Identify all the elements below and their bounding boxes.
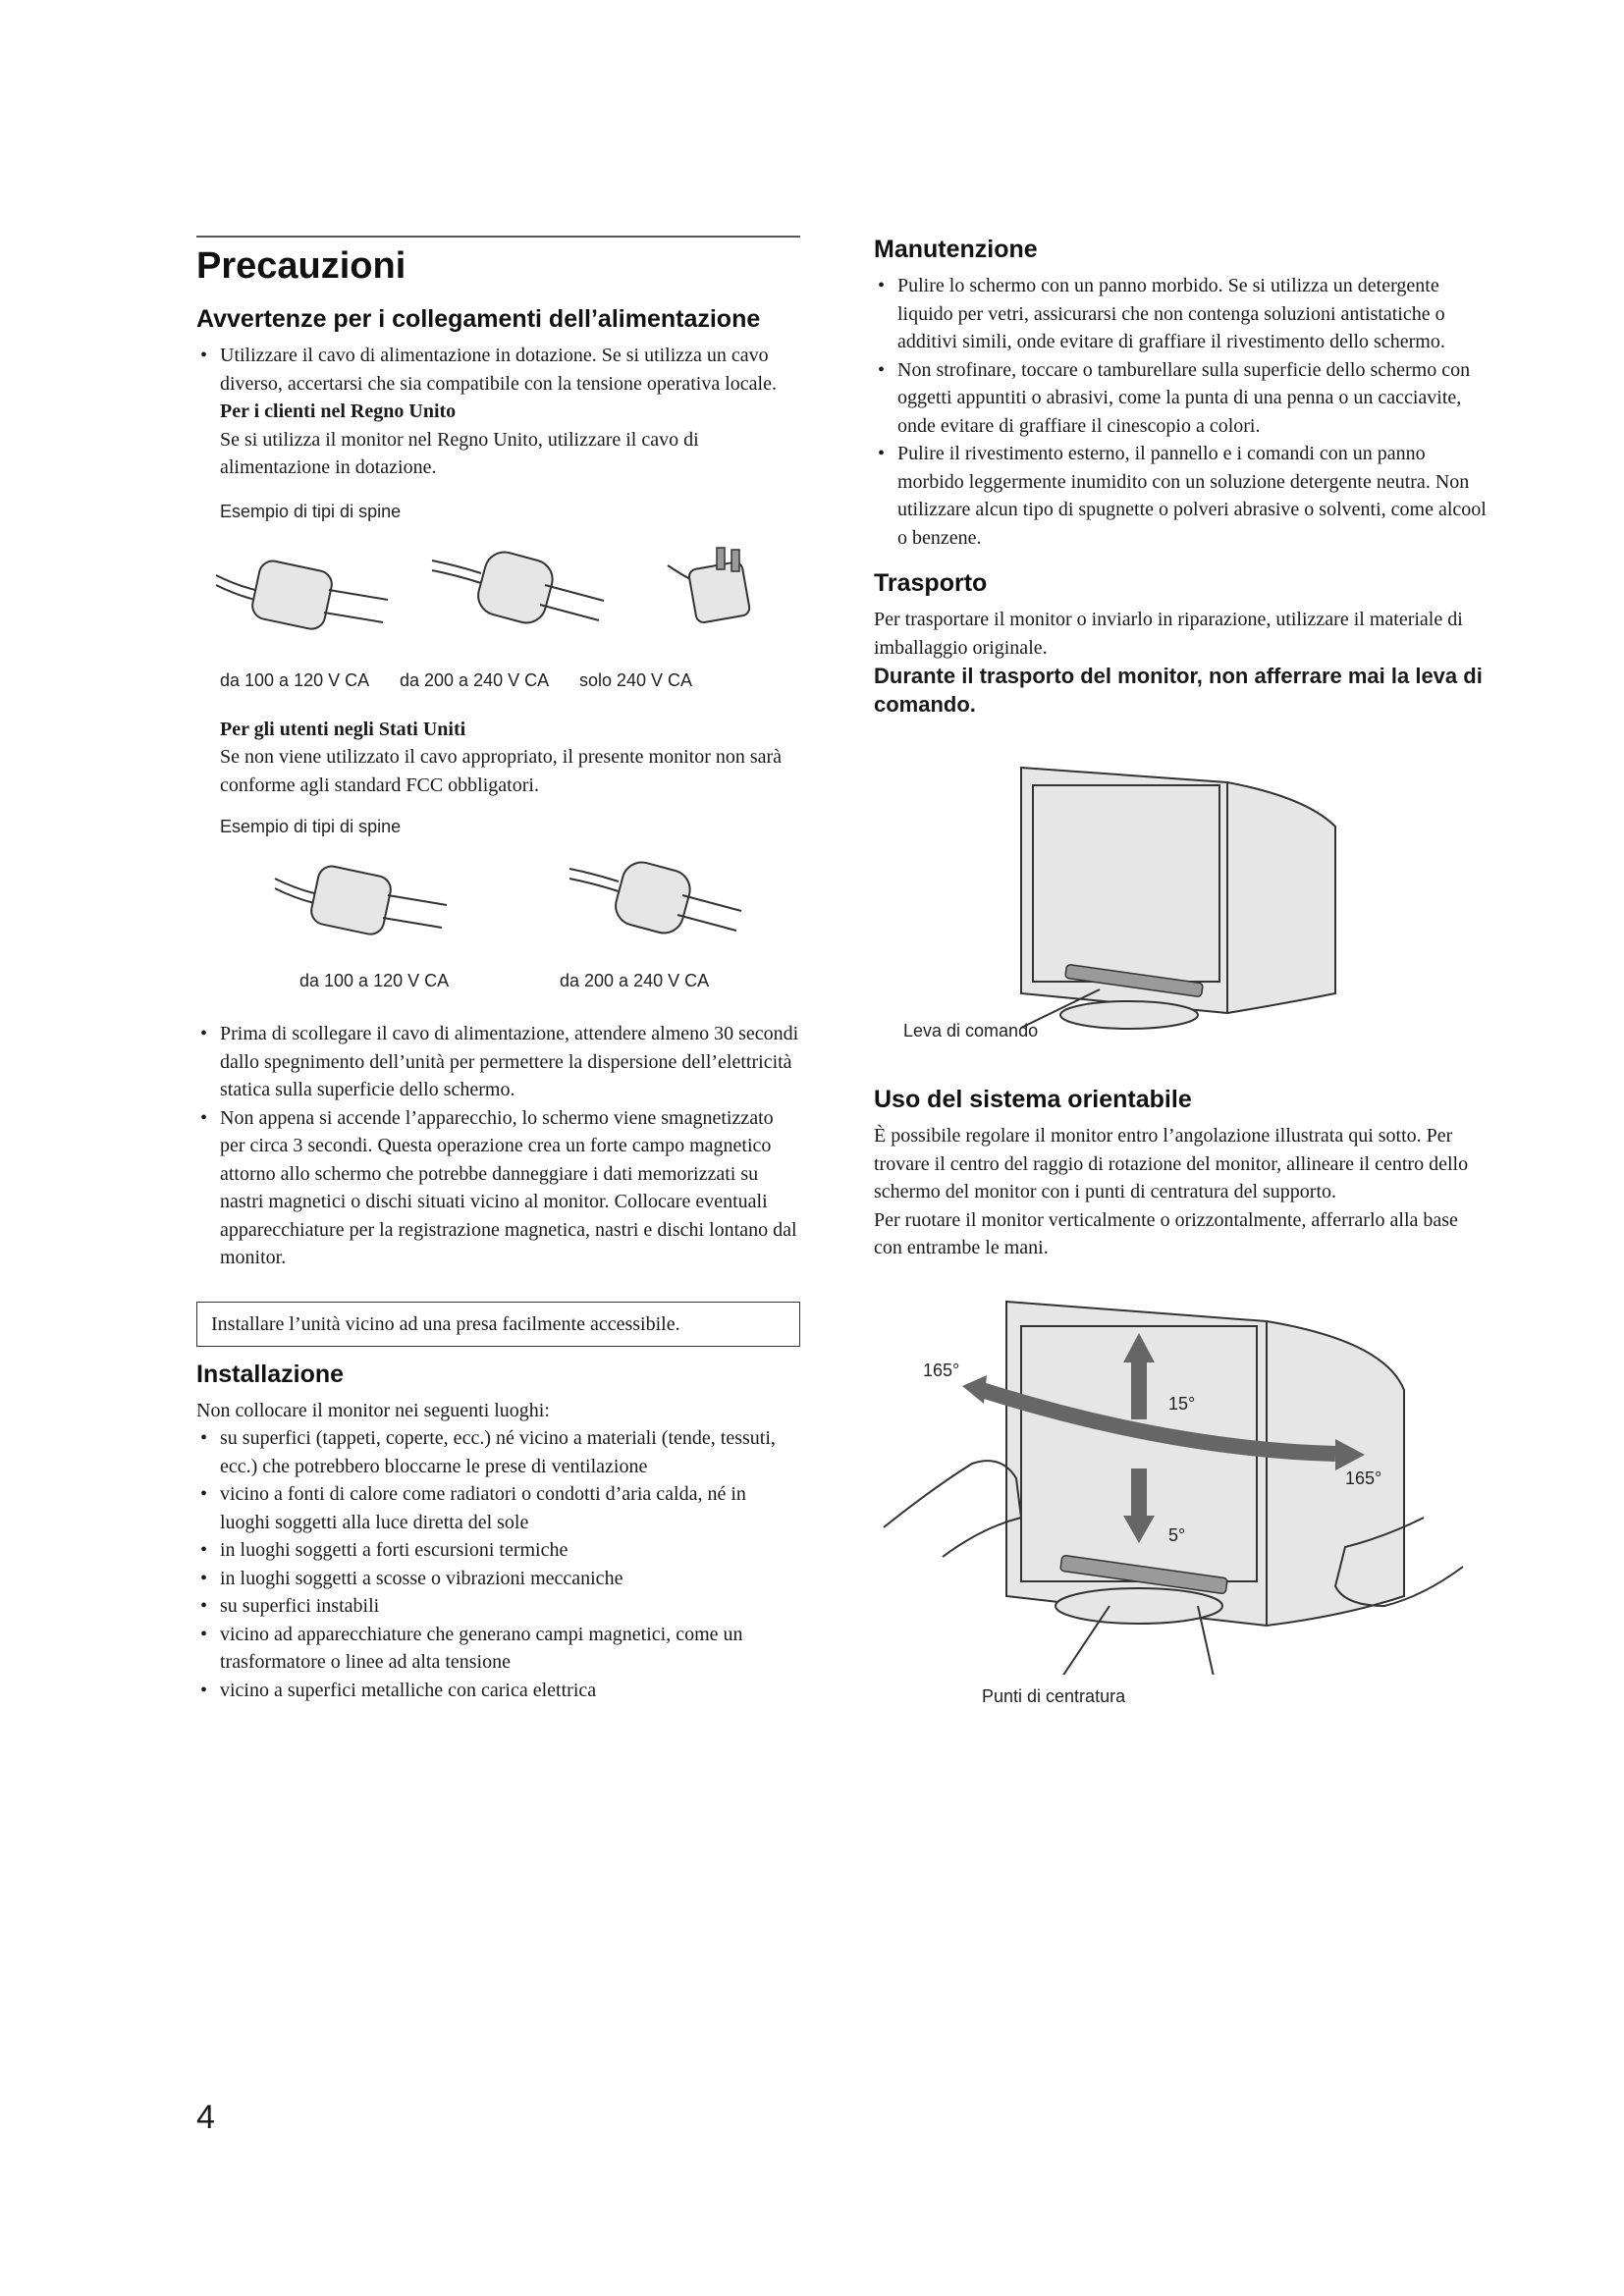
plug-2-label-eu: da 200 a 240 V CA — [560, 971, 710, 990]
plug-figure-2-drawing — [196, 851, 800, 969]
eu-plug-icon — [432, 548, 604, 627]
installation-item: • vicino ad apparecchiature che generano campi magnetici, come un trasformatore o linee ad alta tensione — [196, 1621, 800, 1677]
right-column — [874, 236, 1488, 1714]
installation-section — [196, 1361, 800, 1705]
transport-section — [874, 569, 1488, 1052]
us-plug-icon — [216, 558, 388, 630]
plug-label-uk: solo 240 V CA — [579, 669, 693, 690]
hand-left-icon — [884, 1461, 1021, 1557]
uk-plug-icon — [668, 548, 750, 623]
installation-item: • vicino a fonti di calore come radiatori o condotti d’aria calda, né in luoghi soggetti alla luce diretta del sole — [196, 1480, 800, 1536]
angle-up-label: 15° — [1168, 1393, 1196, 1414]
tilt-text-1: È possibile regolare il monitor entro l’angolazione illustrata qui sotto. Per trovare il centro del raggio di rotazione del monitor, allineare il centro dello schermo del monitor con i punti di centratura del supporto. — [874, 1125, 1469, 1202]
installation-item: • vicino a superfici metalliche con carica elettrica — [196, 1677, 800, 1705]
title-rule — [196, 236, 800, 238]
angle-down-label: 5° — [1168, 1524, 1186, 1545]
angle-right-label: 165° — [1345, 1468, 1382, 1488]
plug-2-label-us: da 100 a 120 V CA — [299, 971, 450, 990]
installation-item: • su superfici instabili — [196, 1592, 800, 1621]
installation-item: • su superfici (tappeti, coperte, ecc.) né vicino a materiali (tende, tessuti, ecc.) che potrebbero bloccarne le prese di ventilazione — [196, 1424, 800, 1480]
maintenance-section — [874, 236, 1488, 552]
lever-label: Leva di comando — [903, 1021, 1039, 1041]
maintenance-item: • Non strofinare, toccare o tamburellare sulla superficie dello schermo con oggetti appuntiti o abrasivi, come la punta di una penna o un cacciavite, onde evitare di graffiare il cinescopio a colori. — [874, 356, 1488, 441]
us-plug-icon — [275, 864, 447, 936]
page-number: 4 — [196, 2099, 215, 2136]
installation-intro: Non collocare il monitor nei seguenti luoghi: — [196, 1399, 550, 1421]
power-bullet-2: • Prima di scollegare il cavo di alimentazione, attendere almeno 30 secondi dallo spegnimento dell’unità per permettere la dispersione dell’elettricità statica sulla superficie dello schermo. — [196, 1020, 800, 1104]
power-section — [196, 305, 800, 1272]
tilt-section — [874, 1086, 1488, 1714]
plug-label-eu: da 200 a 240 V CA — [400, 669, 550, 690]
tilt-swivel-drawing — [874, 1282, 1488, 1675]
installation-item: • in luoghi soggetti a scosse o vibrazioni meccaniche — [196, 1565, 800, 1593]
centering-label: Punti di centratura — [982, 1685, 1126, 1706]
transport-text: Per trasportare il monitor o inviarlo in riparazione, utilizzare il materiale di imballaggio originale. — [874, 609, 1463, 659]
tilt-text-2: Per ruotare il monitor verticalmente o orizzontalmente, afferrarlo alla base con entrambe le mani. — [874, 1208, 1458, 1258]
left-column — [196, 236, 800, 1704]
monitor-lever-drawing — [874, 758, 1488, 1033]
us-heading: Per gli utenti negli Stati Uniti — [220, 718, 466, 740]
uk-text: Se si utilizza il monitor nel Regno Unito, utilizzare il cavo di alimentazione in dotazione. — [220, 428, 699, 478]
plug-figure-2 — [196, 817, 800, 998]
eu-plug-icon — [569, 858, 741, 937]
plug-figure-1-drawing — [196, 536, 800, 664]
tilt-heading: Uso del sistema orientabile — [874, 1086, 1192, 1113]
maintenance-heading: Manutenzione — [874, 236, 1038, 263]
plug-figure-1 — [196, 502, 800, 698]
transport-heading: Trasporto — [874, 569, 988, 597]
us-text: Se non viene utilizzato il cavo appropriato, il presente monitor non sarà conforme agli standard FCC obbligatori. — [220, 746, 783, 796]
maintenance-item: • Pulire lo schermo con un panno morbido. Se si utilizza un detergente liquido per vetri, assicurarsi che non contenga soluzioni antistatiche o additivi simili, onde evitare di graffiare il rivestimento dello schermo. — [874, 272, 1488, 356]
installation-item: • in luoghi soggetti a forti escursioni termiche — [196, 1536, 800, 1565]
monitor-icon — [1021, 768, 1335, 1029]
power-bullet-1: • Utilizzare il cavo di alimentazione in dotazione. Se si utilizza un cavo diverso, accertarsi che sia compatibile con la tensione operativa locale. — [196, 342, 800, 398]
transport-warning: Durante il trasporto del monitor, non afferrare mai la leva di comando. — [874, 664, 1483, 717]
plug-figure-2-caption: Esempio di tipi di spine — [220, 817, 402, 836]
power-bullet-3: • Non appena si accende l’apparecchio, lo schermo viene smagnetizzato per circa 3 secondi. Questa operazione crea un forte campo magnetico attorno allo schermo che potrebbe danneggiare i dati memorizzati su nastri magnetici o dischi situati vicino al monitor. Collocare eventuali apparecchiature per la registrazione magnetica, nastri e dischi lontano dal monitor. — [196, 1104, 800, 1272]
plug-figure-1-caption: Esempio di tipi di spine — [220, 501, 402, 521]
monitor-lever-figure — [874, 758, 1488, 1052]
power-heading: Avvertenze per i collegamenti dell’alimentazione — [196, 305, 761, 333]
uk-heading: Per i clienti nel Regno Unito — [220, 400, 457, 422]
angle-left-label: 165° — [923, 1360, 960, 1380]
accessible-outlet-note: Installare l’unità vicino ad una presa facilmente accessibile. — [196, 1302, 800, 1347]
plug-label-us: da 100 a 120 V CA — [220, 669, 370, 690]
tilt-swivel-figure — [874, 1282, 1488, 1714]
installation-heading: Installazione — [196, 1360, 345, 1388]
page-title: Precauzioni — [196, 245, 406, 287]
maintenance-item: • Pulire il rivestimento esterno, il pannello e i comandi con un panno morbido leggermente inumidito con un soluzione detergente neutra. Non utilizzare alcun tipo di spugnette o polveri abrasive o solventi, come alcool o benzene. — [874, 440, 1488, 552]
